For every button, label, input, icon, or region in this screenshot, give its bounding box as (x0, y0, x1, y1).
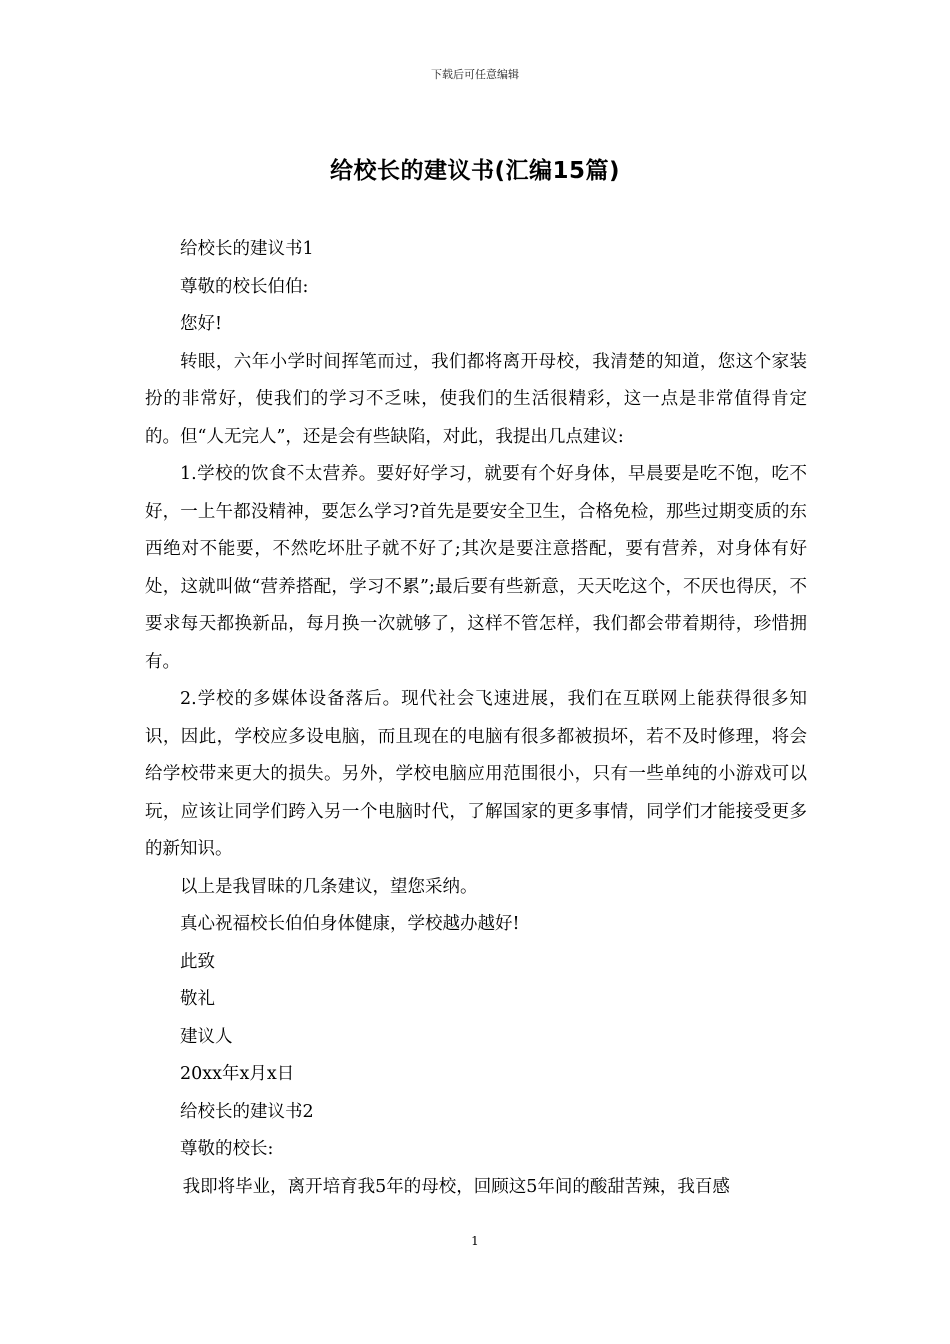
signature-date: 20xx年x月x日 (180, 1064, 295, 1084)
document-title: 给校长的建议书(汇编15篇) (329, 158, 621, 184)
section-heading-2: 给校长的建议书2 (180, 1101, 314, 1122)
paragraph-intro: 转眼，六年小学时间挥笔而过，我们都将离开母校，我清楚的知道，您这个家装扮的非常好，使我们的学习不乏味，使我们的生活很精彩，这一点是非常值得肯定的。但“人无完人”，还是会有些缺陷，对此，我提出几点建议: (145, 351, 807, 447)
document-body (145, 231, 807, 1206)
sign-off-ci-zhi: 此致 (180, 951, 215, 972)
greeting: 您好! (180, 314, 223, 334)
header-note: 下载后可任意编辑 (431, 68, 519, 81)
page-number: 1 (471, 1234, 479, 1248)
paragraph-closing: 以上是我冒昧的几条建议，望您采纳。 (180, 876, 478, 897)
paragraph-suggestion-1: 1.学校的饮食不太营养。要好好学习，就要有个好身体，早晨要是吃不饱，吃不好，一上午都没精神，要怎么学习?首先是要安全卫生，合格免检，那些过期变质的东西绝对不能要，不然吃坏肚子就不好了;其次是要注意搭配，要有营养，对身体有好处，这就叫做“营养搭配，学习不累”;最后要有些新意，天天吃这个，不厌也得厌，不要求每天都换新品，每月换一次就够了，这样不管怎样，我们都会带着期待，珍惜拥有。 (145, 464, 807, 672)
signature-author: 建议人 (180, 1026, 233, 1047)
sign-off-jing-li: 敬礼 (180, 989, 215, 1009)
paragraph-wishes: 真心祝福校长伯伯身体健康，学校越办越好! (180, 914, 520, 934)
salutation-2: 尊敬的校长: (180, 1139, 274, 1159)
paragraph-section-2-start: 我即将毕业，离开培育我5年的母校，回顾这5年间的酸甜苦辣，我百感 (182, 1176, 730, 1197)
paragraph-suggestion-2: 2.学校的多媒体设备落后。现代社会飞速进展，我们在互联网上能获得很多知识，因此，学校应多设电脑，而且现在的电脑有很多都被损坏，若不及时修理，将会给学校带来更大的损失。另外，学校电脑应用范围很小，只有一些单纯的小游戏可以玩，应该让同学们跨入另一个电脑时代，了解国家的更多事情，同学们才能接受更多的新知识。 (145, 689, 807, 859)
section-heading-1: 给校长的建议书1 (180, 239, 314, 259)
salutation-1: 尊敬的校长伯伯: (180, 276, 309, 297)
